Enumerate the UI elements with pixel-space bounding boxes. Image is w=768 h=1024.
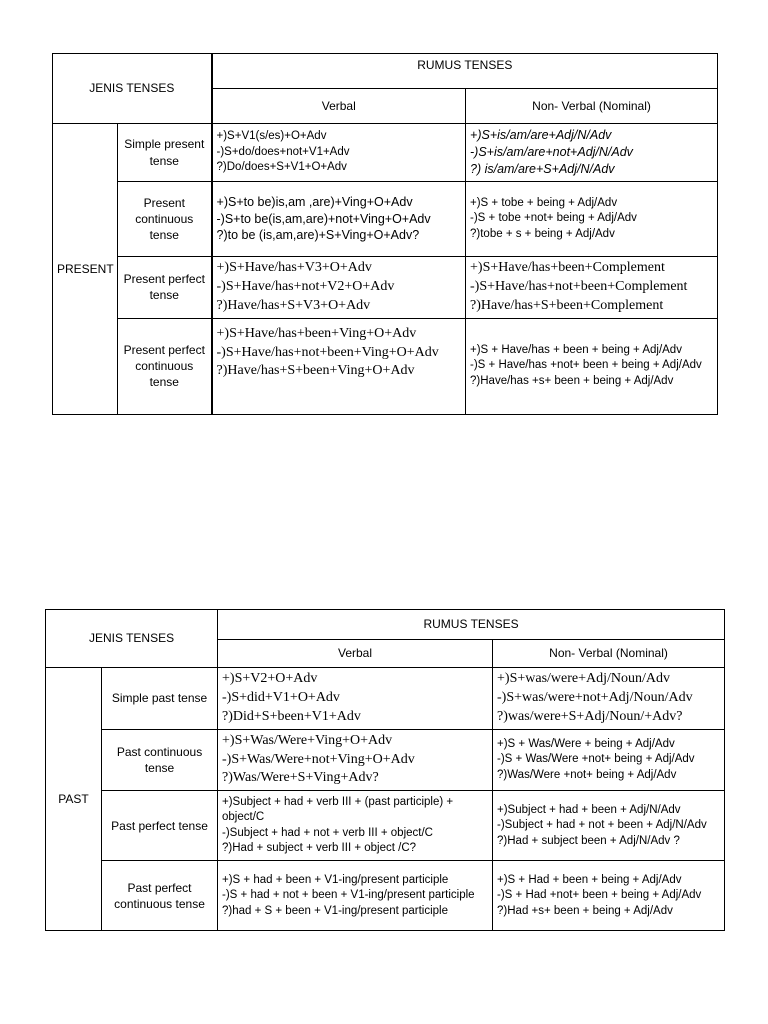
nominal-formula: +)S+was/were+Adj/Noun/Adv -)S+was/were+not+Adj/Noun/Adv ?)was/were+S+Adj/Noun/+Adv? (493, 668, 725, 730)
verbal-formula: +)Subject + had + verb III + (past participle) + object/C -)Subject + had + not + verb III + object/C ?)Had + subject + verb III + object /C? (218, 791, 493, 861)
present-group-label: PRESENT (53, 124, 118, 415)
rumus-tenses-header: RUMUS TENSES (212, 54, 718, 89)
nominal-header: Non- Verbal (Nominal) (466, 89, 718, 124)
verbal-formula: +)S+V2+O+Adv -)S+did+V1+O+Adv ?)Did+S+been+V1+Adv (218, 668, 493, 730)
nominal-formula: +)S + Had + been + being + Adj/Adv -)S + Had +not+ been + being + Adj/Adv ?)Had +s+ been + being + Adj/Adv (493, 861, 725, 931)
tense-name: Present continuous tense (118, 182, 212, 257)
past-group-label: PAST (46, 668, 102, 931)
jenis-tenses-header: JENIS TENSES (53, 54, 212, 124)
verbal-formula: +)S+Have/has+V3+O+Adv -)S+Have/has+not+V2+O+Adv ?)Have/has+S+V3+O+Adv (212, 257, 466, 319)
tense-name: Present perfect continuous tense (118, 318, 212, 414)
verbal-formula: +)S+Have/has+been+Ving+O+Adv -)S+Have/has+not+been+Ving+O+Adv ?)Have/has+S+been+Ving+O+Adv (212, 318, 466, 414)
rumus-tenses-header: RUMUS TENSES (218, 610, 725, 640)
nominal-formula: +)S + Was/Were + being + Adj/Adv -)S + Was/Were +not+ being + Adj/Adv ?)Was/Were +not+ being + Adj/Adv (493, 729, 725, 791)
nominal-formula: +)S+is/am/are+Adj/N/Adv -)S+is/am/are+not+Adj/N/Adv ?) is/am/are+S+Adj/N/Adv (466, 124, 718, 182)
present-tenses-table (52, 53, 718, 415)
verbal-formula: +)S+to be)is,am ,are)+Ving+O+Adv -)S+to be(is,am,are)+not+Ving+O+Adv ?)to be (is,am,are)+S+Ving+O+Adv? (212, 182, 466, 257)
verbal-header: Verbal (218, 640, 493, 668)
tense-name: Simple present tense (118, 124, 212, 182)
nominal-formula: +)S+Have/has+been+Complement -)S+Have/has+not+been+Complement ?)Have/has+S+been+Complement (466, 257, 718, 319)
nominal-header: Non- Verbal (Nominal) (493, 640, 725, 668)
jenis-tenses-header: JENIS TENSES (46, 610, 218, 668)
tense-name: Past continuous tense (102, 729, 218, 791)
past-tenses-table (45, 609, 725, 931)
nominal-formula: +)S + tobe + being + Adj/Adv -)S + tobe +not+ being + Adj/Adv ?)tobe + s + being + Adj/Adv (466, 182, 718, 257)
tense-name: Past perfect continuous tense (102, 861, 218, 931)
verbal-formula: +)S+V1(s/es)+O+Adv -)S+do/does+not+V1+Adv ?)Do/does+S+V1+O+Adv (212, 124, 466, 182)
nominal-formula: +)Subject + had + been + Adj/N/Adv -)Subject + had + not + been + Adj/N/Adv ?)Had + subject been + Adj/N/Adv ? (493, 791, 725, 861)
verbal-formula: +)S+Was/Were+Ving+O+Adv -)S+Was/Were+not+Ving+O+Adv ?)Was/Were+S+Ving+Adv? (218, 729, 493, 791)
verbal-formula: +)S + had + been + V1-ing/present participle -)S + had + not + been + V1-ing/present participle ?)had + S + been + V1-ing/present participle (218, 861, 493, 931)
nominal-formula: +)S + Have/has + been + being + Adj/Adv -)S + Have/has +not+ been + being + Adj/Adv ?)Have/has +s+ been + being + Adj/Adv (466, 318, 718, 414)
verbal-header: Verbal (212, 89, 466, 124)
tense-name: Simple past tense (102, 668, 218, 730)
tense-name: Past perfect tense (102, 791, 218, 861)
tense-name: Present perfect tense (118, 257, 212, 319)
